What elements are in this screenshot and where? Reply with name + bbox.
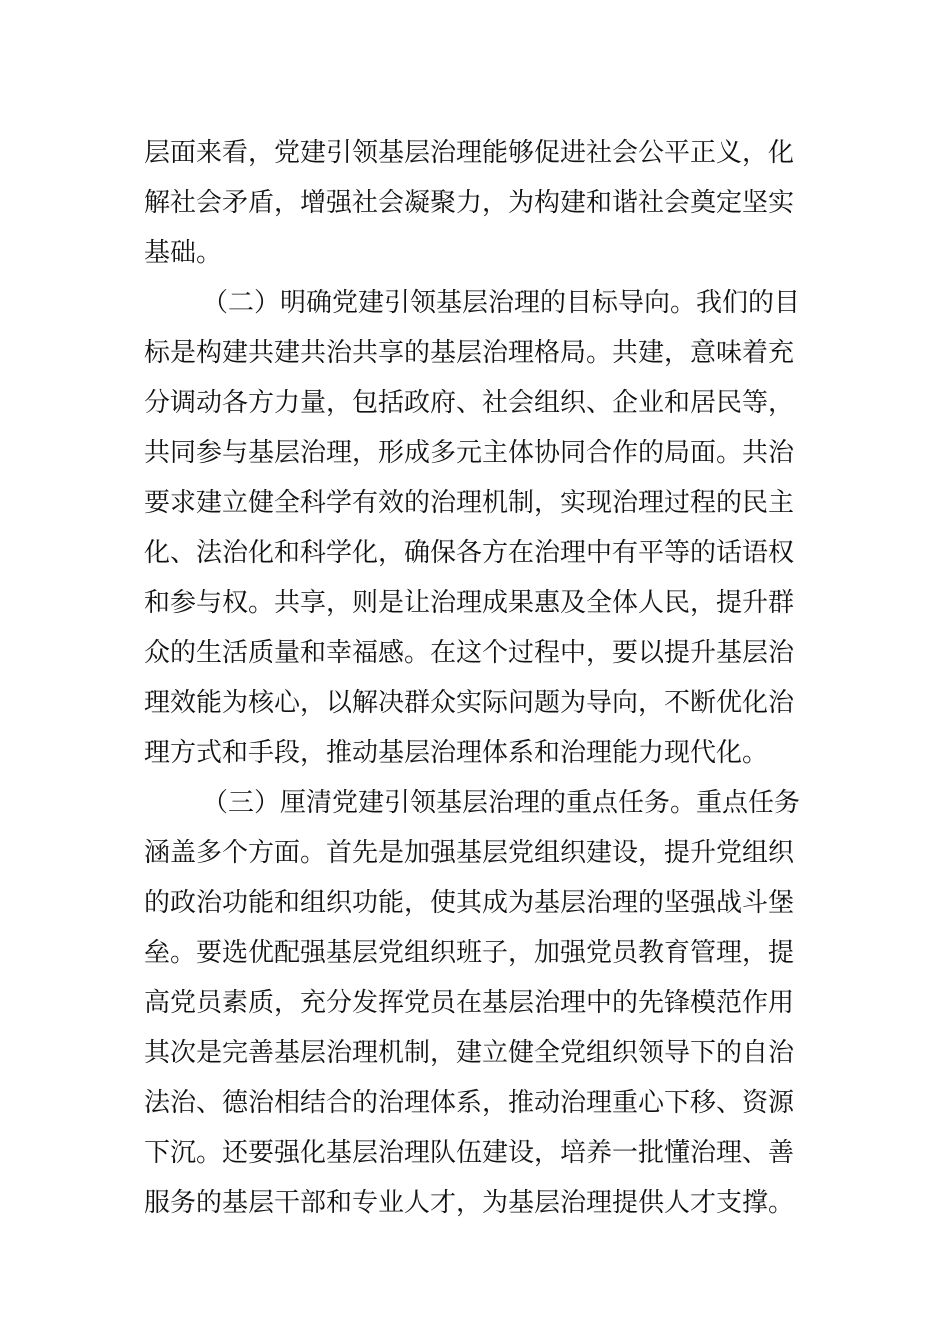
text-line: 层面来看，党建引领基层治理能够促进社会公平正义，化 — [144, 138, 795, 168]
text-line: 分调动各方力量，包括政府、社会组织、企业和居民等， — [144, 388, 795, 418]
text-line: 的政治功能和组织功能，使其成为基层治理的坚强战斗堡 — [144, 888, 795, 918]
text-line: 和参与权。共享，则是让治理成果惠及全体人民，提升群 — [144, 588, 795, 618]
text-line: 服务的基层干部和专业人才，为基层治理提供人才支撑。 — [144, 1188, 795, 1218]
text-line: 下沉。还要强化基层治理队伍建设，培养一批懂治理、善 — [144, 1138, 795, 1168]
text-line: 垒。要选优配强基层党组织班子，加强党员教育管理，提 — [144, 938, 795, 968]
text-line: 共同参与基层治理，形成多元主体协同合作的局面。共治 — [144, 438, 795, 468]
text-line: 其次是完善基层治理机制，建立健全党组织领导下的自治 — [144, 1038, 795, 1068]
text-line: 法治、德治相结合的治理体系，推动治理重心下移、资源 — [144, 1088, 795, 1118]
body-text — [144, 128, 824, 1228]
text-line: 众的生活质量和幸福感。在这个过程中，要以提升基层治 — [144, 638, 795, 668]
section-heading-line: （二）明确党建引领基层治理的目标导向。我们的目 — [202, 288, 801, 318]
text-line: 基础。 — [144, 238, 223, 268]
text-line: 解社会矛盾，增强社会凝聚力，为构建和谐社会奠定坚实 — [144, 188, 795, 218]
text-line: 标是构建共建共治共享的基层治理格局。共建，意味着充 — [144, 338, 795, 368]
text-line: 化、法治化和科学化，确保各方在治理中有平等的话语权 — [144, 538, 795, 568]
text-line: 理方式和手段，推动基层治理体系和治理能力现代化。 — [144, 738, 769, 768]
text-line: 要求建立健全科学有效的治理机制，实现治理过程的民主 — [144, 488, 795, 518]
text-line: 理效能为核心，以解决群众实际问题为导向，不断优化治 — [144, 688, 795, 718]
section-heading-line: （三）厘清党建引领基层治理的重点任务。重点任务 — [202, 788, 801, 818]
text-line: 涵盖多个方面。首先是加强基层党组织建设，提升党组织 — [144, 838, 795, 868]
text-line: 高党员素质，充分发挥党员在基层治理中的先锋模范作用 — [144, 988, 795, 1018]
